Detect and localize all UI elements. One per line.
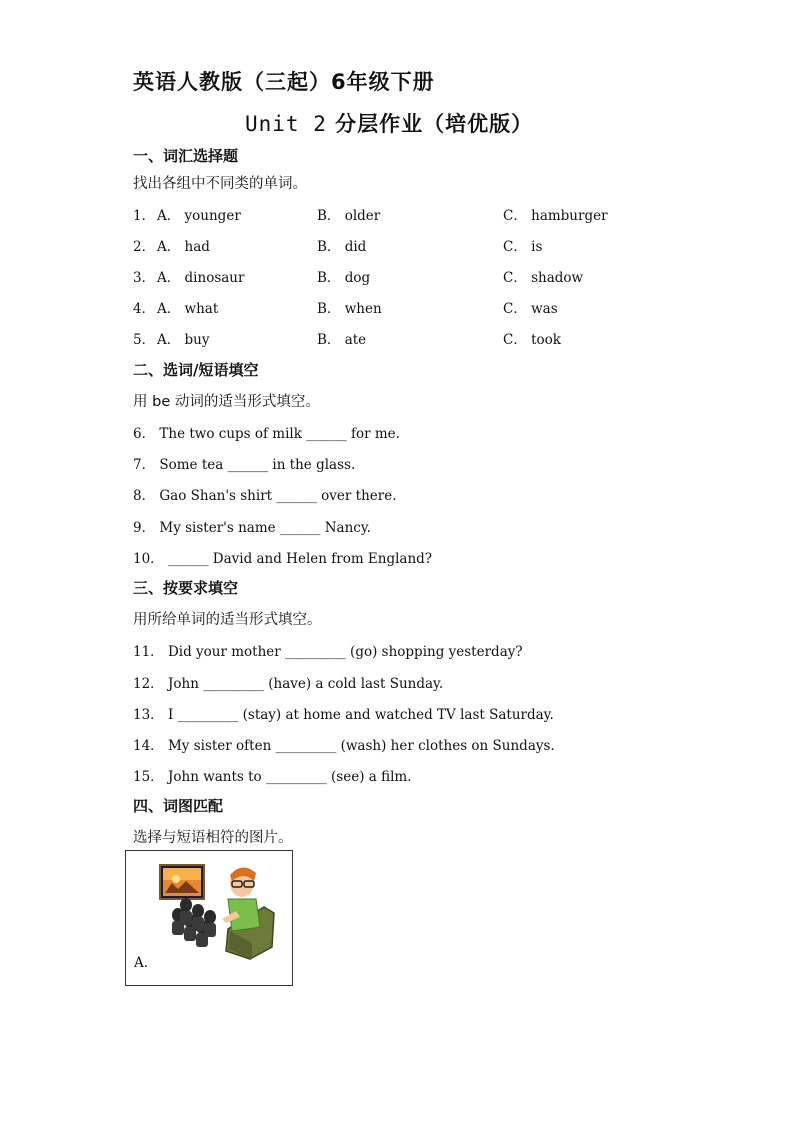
section2-instruction: 用 be 动词的适当形式填空。 bbox=[133, 394, 320, 410]
q5-option-b: B． ate bbox=[317, 332, 367, 348]
unit-label: Unit 2 bbox=[245, 112, 327, 136]
q11-text: 11． Did your mother _________ (go) shopping yesterday? bbox=[133, 644, 523, 660]
q9-text: 9． My sister's name ______ Nancy. bbox=[133, 520, 371, 536]
q5-number: 5． bbox=[133, 332, 156, 348]
q7-text: 7． Some tea ______ in the glass. bbox=[133, 457, 356, 473]
section2-heading: 二、选词/短语填空 bbox=[133, 361, 259, 379]
q5-option-a: A． buy bbox=[157, 332, 210, 348]
section3-heading: 三、按要求填空 bbox=[133, 579, 239, 597]
q2-option-b: B． did bbox=[317, 239, 367, 255]
section1-heading: 一、词汇选择题 bbox=[133, 147, 239, 165]
q1-number: 1． bbox=[133, 208, 156, 224]
q5-option-c: C． took bbox=[503, 332, 561, 348]
q4-number: 4． bbox=[133, 301, 156, 317]
worksheet-subtitle bbox=[245, 108, 533, 138]
cinema-watching-film-icon bbox=[156, 859, 281, 969]
option-a-label: A． bbox=[134, 955, 158, 971]
q3-option-b: B． dog bbox=[317, 270, 371, 286]
section4-heading: 四、词图匹配 bbox=[133, 797, 224, 815]
q4-option-a: A． what bbox=[157, 301, 219, 317]
section4-instruction: 选择与短语相符的图片。 bbox=[133, 830, 293, 846]
q4-option-c: C． was bbox=[503, 301, 558, 317]
q15-text: 15． John wants to _________ (see) a film. bbox=[133, 769, 412, 785]
q6-text: 6． The two cups of milk ______ for me. bbox=[133, 426, 400, 442]
q2-option-a: A． had bbox=[157, 239, 210, 255]
section3-instruction: 用所给单词的适当形式填空。 bbox=[133, 612, 322, 628]
q1-option-c: C． hamburger bbox=[503, 208, 608, 224]
q4-option-b: B． when bbox=[317, 301, 382, 317]
q1-option-b: B． older bbox=[317, 208, 381, 224]
q10-text: 10． ______ David and Helen from England? bbox=[133, 551, 433, 567]
worksheet-title: 英语人教版（三起）6年级下册 bbox=[133, 70, 435, 94]
q8-text: 8． Gao Shan's shirt ______ over there. bbox=[133, 488, 397, 504]
q2-option-c: C． is bbox=[503, 239, 543, 255]
q3-option-a: A． dinosaur bbox=[157, 270, 245, 286]
q1-option-a: A． younger bbox=[157, 208, 241, 224]
q3-option-c: C． shadow bbox=[503, 270, 584, 286]
q14-text: 14． My sister often _________ (wash) her clothes on Sundays. bbox=[133, 738, 555, 754]
subtitle-rest: 分层作业（培优版） bbox=[326, 112, 534, 136]
q13-text: 13． I _________ (stay) at home and watched TV last Saturday. bbox=[133, 707, 554, 723]
q12-text: 12． John _________ (have) a cold last Sunday. bbox=[133, 676, 444, 692]
q2-number: 2． bbox=[133, 239, 156, 255]
picture-option-a bbox=[125, 850, 293, 986]
section1-instruction: 找出各组中不同类的单词。 bbox=[133, 176, 307, 192]
q3-number: 3． bbox=[133, 270, 156, 286]
